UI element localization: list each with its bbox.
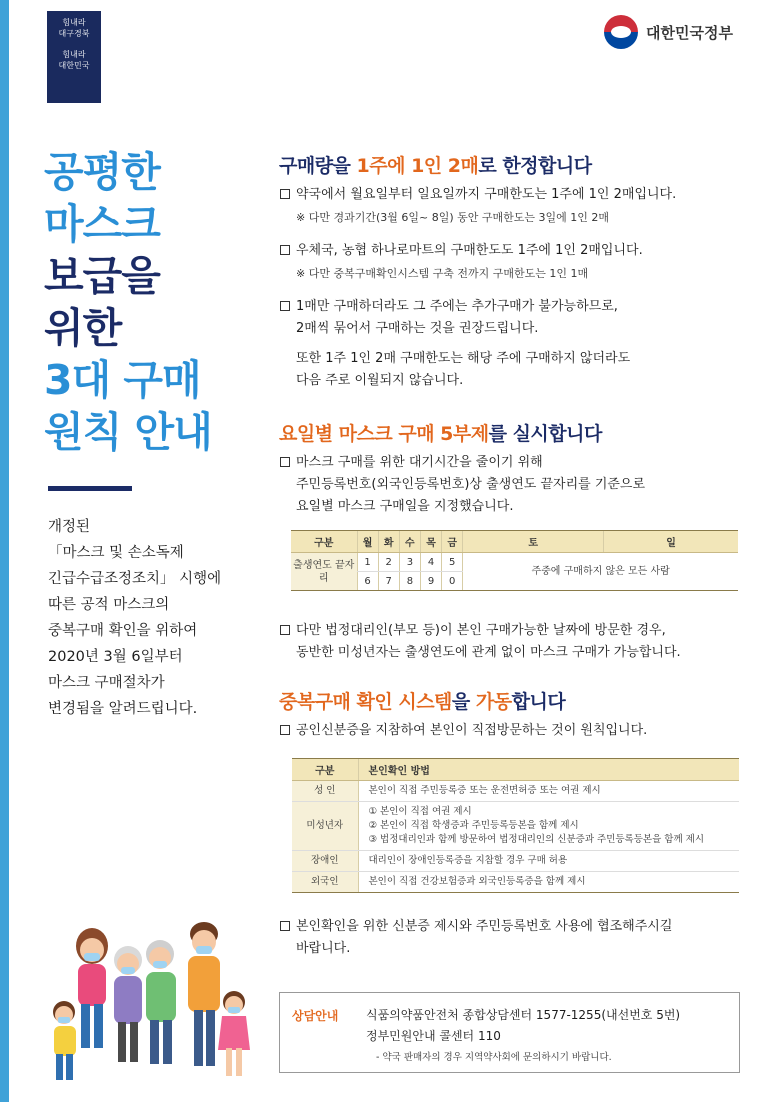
contact-box [279, 992, 740, 1073]
contact-note: - 약국 판매자의 경우 지역약사회에 문의하시기 바랍니다. [376, 1052, 612, 1063]
rotation-item-birthyear: 마스크 구매를 위한 대기시간을 줄이기 위해 주민등록번호(외국인등록번호)상 출생연도 끝자리를 기준으로 요일별 마스크 구매일을 지정했습니다. [280, 452, 645, 518]
grandfather-figure [146, 940, 176, 1064]
section-duplicate-check-title: 중복구매 확인 시스템을 가동합니다 [279, 691, 566, 713]
table-row: 6 7 8 9 0 [291, 572, 738, 591]
mother-figure [76, 928, 108, 1048]
section-purchase-limit-title: 구매량을 1주에 1인 2매로 한정합니다 [279, 155, 592, 177]
table-row: 출생연도 끝자리 1 2 3 4 5 주중에 구매하지 않은 모든 사람 [291, 553, 738, 572]
grandmother-figure [114, 946, 142, 1062]
table-row: 미성년자 ① 본인이 직접 여권 제시 ② 본인이 직접 학생증과 주민등록등본을 함께 제시 ③ 법정대리인과 함께 방문하여 법정대리인의 신분증과 주민등록등본을 함께 제시 [292, 802, 739, 851]
checkbox-icon [280, 625, 290, 635]
check-item-cooperation: 본인확인을 위한 신분증 제시와 주민등록번호 사용에 협조해주시길 바랍니다. [280, 916, 672, 960]
table-row: 성 인 본인이 직접 주민등록증 또는 운전면허증 또는 여권 제시 [292, 781, 739, 802]
rotation-item-minors: 다만 법정대리인(부모 등)이 본인 구매가능한 날짜에 방문한 경우, 동반한 미성년자는 출생연도에 관계 없이 마스크 구매가 가능합니다. [280, 620, 681, 664]
checkbox-icon [280, 725, 290, 735]
government-name: 대한민국정부 [646, 23, 733, 42]
identity-check-table [292, 758, 739, 893]
contact-mfds: 식품의약품안전처 종합상담센터 1577-1255(내선번호 5번) [366, 1008, 681, 1022]
checkbox-icon [280, 245, 290, 255]
checkbox-icon [280, 457, 290, 467]
girl-figure [218, 991, 250, 1076]
father-figure [188, 922, 220, 1066]
campaign-logo: 힘내라 대구경북 힘내라 대한민국 [47, 11, 101, 103]
limit-item-pharmacy: 약국에서 월요일부터 일요일까지 구매한도는 1주에 1인 2매입니다. [280, 184, 676, 206]
check-item-id: 공인신분증을 지참하여 본인이 직접방문하는 것이 원칙입니다. [280, 720, 647, 742]
contact-callcenter: 정부민원안내 콜센터 110 [366, 1029, 501, 1043]
intro-text: 개정된 「마스크 및 손소독제 긴급수급조정조치」 시행에 따른 공적 마스크의 중복구매 확인을 위하여 2020년 3월 6일부터 마스크 구매절차가 변경됨을 알려드립니다. [48, 519, 222, 717]
boy-figure [53, 1001, 76, 1080]
title-divider [48, 486, 132, 491]
contact-label: 상담안내 [292, 1009, 339, 1023]
limit-note-system: ※ 다만 중복구매확인시스템 구축 전까지 구매한도는 1인 1매 [296, 267, 589, 280]
table-row: 외국인 본인이 직접 건강보험증과 외국인등록증을 함께 제시 [292, 872, 739, 893]
checkbox-icon [280, 189, 290, 199]
page-title: 공평한 마스크 보급을 위한 3대 구매 원칙 안내 [44, 148, 212, 456]
limit-item-postoffice: 우체국, 농협 하나로마트의 구매한도도 1주에 1인 2매입니다. [280, 240, 643, 262]
taegeuk-icon [604, 15, 638, 49]
checkbox-icon [280, 921, 290, 931]
table-row: 장애인 대리인이 장애인등록증을 지참할 경우 구매 허용 [292, 851, 739, 872]
table-header-row: 구분 월 화 수 목 금 토 일 [291, 531, 738, 553]
limit-note-transition: ※ 다만 경과기간(3월 6일~ 8일) 동안 구매한도는 3일에 1인 2매 [296, 211, 609, 224]
government-logo [604, 15, 733, 49]
family-wearing-masks-illustration [44, 916, 254, 1098]
limit-item-carryover: 1매만 구매하더라도 그 주에는 추가구매가 불가능하므로, 2매씩 묶어서 구매하는 것을 권장드립니다. 또한 1주 1인 2매 구매한도는 해당 주에 구매하지 않더라도 다음 주로 이월되지 않습니다. [280, 296, 630, 392]
checkbox-icon [280, 301, 290, 311]
weekday-rotation-table [291, 530, 738, 591]
section-rotation-title: 요일별 마스크 구매 5부제를 실시합니다 [279, 423, 602, 445]
table-header-row: 구분 본인확인 방법 [292, 759, 739, 781]
